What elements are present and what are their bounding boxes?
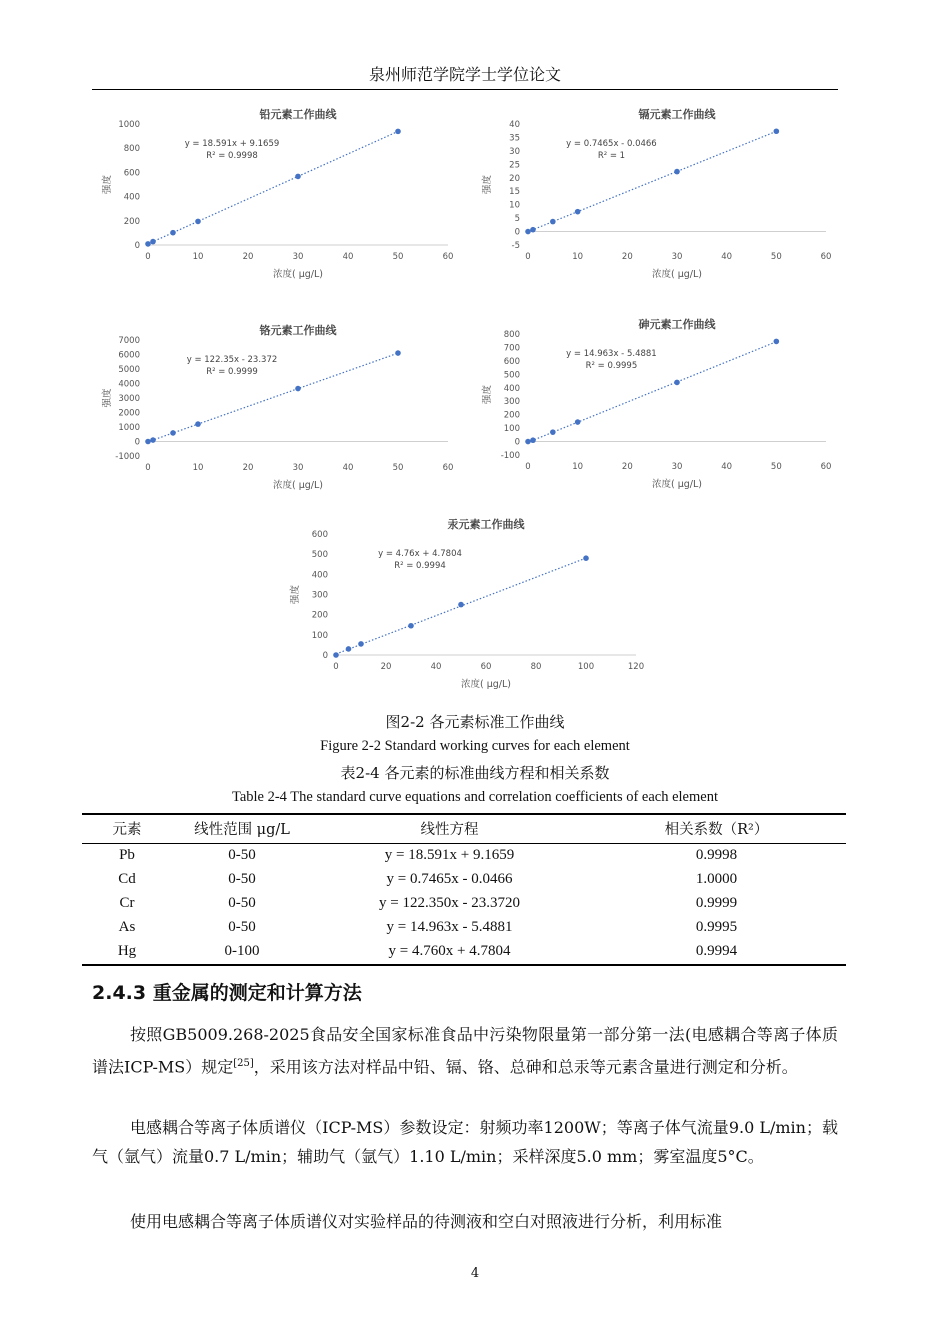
equation-label: y = 4.76x + 4.7804: [378, 549, 462, 559]
x-tick-label: 50: [770, 462, 782, 472]
table-row: [82, 868, 846, 892]
y-tick-label: 2000: [118, 408, 140, 419]
x-tick-label: 50: [392, 463, 404, 473]
paragraph-analysis: 使用电感耦合等离子体质谱仪对实验样品的待测液和空白对照液进行分析，利用标准: [130, 1212, 723, 1231]
chart-title: 汞元素工作曲线: [447, 518, 525, 531]
col-header-equation: 线性方程: [312, 814, 587, 844]
y-tick-label: 6000: [118, 350, 140, 361]
cell-element: Pb: [119, 846, 135, 863]
data-point: [150, 437, 156, 443]
cell-range: 0-100: [172, 940, 312, 965]
y-tick-label: 600: [123, 168, 140, 179]
data-point: [295, 174, 301, 180]
figure-caption-en: Figure 2-2 Standard working curves for each element: [320, 738, 630, 754]
data-point: [525, 229, 531, 235]
y-axis-label: 强度: [482, 174, 493, 195]
x-tick-label: 10: [192, 463, 204, 473]
y-tick-label: 200: [503, 410, 520, 421]
data-point: [395, 350, 401, 356]
y-tick-label: 100: [503, 424, 520, 435]
x-tick-label: 50: [392, 252, 404, 262]
x-tick-label: 30: [292, 463, 304, 473]
paragraph-parameters: 电感耦合等离子体质谱仪（ICP-MS）参数设定：射频功率1200W；等离子体气流量9.0 L/min；载气（氩气）流量0.7 L/min；辅助气（氩气）1.10 L/min；采样深度5.0 mm；雾室温度5°C。: [92, 1118, 838, 1166]
data-point: [408, 623, 414, 629]
cell-element: Hg: [82, 940, 172, 965]
table-header-row: [82, 814, 846, 844]
cell-r2: 0.9998: [695, 846, 738, 863]
x-tick-label: 30: [292, 252, 304, 262]
y-tick-label: 500: [311, 550, 328, 561]
r2-label: R² = 1: [597, 151, 626, 161]
equation-label: y = 14.963x - 5.4881: [566, 349, 657, 359]
chart-pb: [92, 102, 462, 287]
y-tick-label: 1000: [118, 423, 140, 433]
y-axis-label: 强度: [102, 174, 113, 195]
col-header-r2: 相关系数（R²）: [587, 814, 846, 844]
y-tick-label: 700: [503, 343, 520, 354]
x-tick-label: 20: [621, 462, 633, 472]
cell-range: 0-50: [228, 918, 256, 935]
x-tick-label: 60: [480, 662, 492, 672]
x-tick-label: 40: [430, 662, 442, 672]
data-point: [575, 209, 581, 215]
data-point: [145, 241, 151, 247]
y-tick-label: 500: [503, 370, 520, 381]
table-row: [82, 940, 846, 965]
x-axis-label: 浓度( μg/L): [272, 480, 324, 491]
y-tick-label: 5000: [118, 365, 140, 375]
y-tick-label: 400: [123, 192, 140, 203]
paragraph-text: 按照GB5009.268-2025食品安全国家标准食品中污染物限量第一部分第一法(电感耦合等离子体质谱法ICP-MS）规定: [92, 1025, 838, 1077]
cell-equation: y = 122.350x - 23.3720: [379, 894, 520, 911]
y-tick-label: 7000: [118, 336, 140, 346]
x-tick-label: 40: [342, 252, 354, 262]
x-tick-label: 20: [242, 252, 254, 262]
y-tick-label: 30: [509, 146, 520, 157]
y-tick-label: -100: [500, 451, 520, 461]
y-tick-label: 0: [322, 651, 328, 661]
y-axis-label: 强度: [102, 388, 113, 408]
equation-label: y = 122.35x - 23.372: [186, 355, 278, 365]
data-point: [195, 219, 201, 225]
paragraph-method: [92, 1020, 838, 1081]
data-point: [333, 652, 339, 658]
data-point: [774, 128, 780, 134]
chart-title: 镉元素工作曲线: [638, 108, 716, 121]
data-point: [358, 641, 364, 647]
col-header-range: 线性范围 μg/L: [172, 814, 312, 844]
y-tick-label: 40: [509, 120, 520, 130]
y-tick-label: 10: [509, 200, 520, 211]
cell-element: Cd: [118, 870, 136, 887]
y-tick-label: 1000: [118, 120, 140, 130]
y-tick-label: 200: [123, 216, 140, 227]
y-tick-label: 800: [123, 144, 140, 155]
data-point: [583, 555, 589, 561]
y-tick-label: 800: [503, 330, 520, 340]
cell-range: 0-50: [228, 846, 256, 863]
trendline: [148, 353, 398, 442]
data-point: [170, 430, 176, 436]
y-axis-label: 强度: [290, 584, 301, 605]
table-row: [82, 916, 846, 940]
x-tick-label: 10: [192, 252, 204, 262]
x-tick-label: 20: [380, 662, 392, 672]
y-tick-label: 300: [311, 590, 328, 601]
chart-hg: [280, 512, 650, 697]
y-tick-label: 3000: [118, 394, 140, 404]
chart-title: 砷元素工作曲线: [638, 318, 716, 331]
cell-equation: y = 14.963x - 5.4881: [386, 918, 513, 935]
x-tick-label: 10: [572, 252, 584, 262]
data-point: [458, 602, 464, 608]
data-point: [575, 419, 581, 425]
data-point: [195, 421, 201, 427]
x-tick-label: 0: [145, 252, 151, 262]
x-axis-label: 浓度( μg/L): [651, 479, 703, 490]
y-tick-label: 600: [311, 530, 328, 540]
x-tick-label: 0: [145, 463, 151, 473]
y-tick-label: 600: [503, 356, 520, 367]
y-tick-label: 0: [514, 227, 520, 238]
y-tick-label: 400: [311, 570, 328, 581]
section-heading: 2.4.3 重金属的测定和计算方法: [92, 982, 362, 1004]
r2-label: R² = 0.9994: [394, 561, 446, 571]
chart-cd: [472, 102, 840, 287]
r2-label: R² = 0.9998: [206, 151, 258, 161]
y-tick-label: 5: [514, 214, 520, 225]
y-tick-label: 25: [509, 160, 520, 171]
paragraph-text: ，采用该方法对样品中铅、镉、铬、总砷和总汞等元素含量进行测定和分析。: [253, 1057, 798, 1077]
y-tick-label: -5: [511, 241, 520, 251]
data-point: [346, 646, 352, 652]
figure-caption-cn: 图2-2 各元素标准工作曲线: [385, 713, 565, 731]
standard-curve-table: [82, 813, 846, 966]
x-tick-label: 80: [530, 662, 542, 672]
y-tick-label: 0: [134, 437, 140, 448]
data-point: [145, 439, 151, 445]
cell-r2: 0.9995: [695, 918, 738, 935]
x-tick-label: 10: [572, 462, 584, 472]
x-tick-label: 40: [721, 462, 733, 472]
running-header: 泉州师范学院学士学位论文: [92, 62, 838, 90]
y-tick-label: 0: [134, 241, 140, 251]
x-tick-label: 50: [770, 252, 782, 262]
r2-label: R² = 0.9995: [585, 361, 638, 371]
y-tick-label: 0: [514, 437, 520, 448]
y-tick-label: 35: [509, 133, 520, 144]
x-tick-label: 60: [442, 463, 454, 473]
data-point: [530, 227, 536, 233]
cell-range: 0-50: [228, 870, 256, 887]
x-tick-label: 60: [820, 462, 832, 472]
citation-ref: [25]: [233, 1058, 254, 1069]
x-tick-label: 0: [333, 662, 339, 672]
x-tick-label: 30: [671, 462, 683, 472]
table-row: [82, 892, 846, 916]
page-number: 4: [470, 1266, 480, 1281]
data-point: [170, 230, 176, 236]
y-tick-label: 200: [311, 610, 328, 621]
data-point: [295, 386, 301, 392]
cell-r2: 0.9994: [587, 940, 846, 965]
y-tick-label: 100: [311, 630, 328, 641]
x-tick-label: 120: [627, 662, 645, 672]
cell-r2: 1.0000: [695, 870, 738, 887]
r2-label: R² = 0.9999: [206, 367, 258, 377]
chart-as: [472, 312, 840, 497]
col-header-element: 元素: [82, 814, 172, 844]
chart-title: 铅元素工作曲线: [259, 108, 337, 121]
x-tick-label: 0: [525, 462, 531, 472]
x-tick-label: 30: [671, 252, 683, 262]
x-axis-label: 浓度( μg/L): [272, 269, 324, 280]
cell-equation: y = 4.760x + 4.7804: [312, 940, 587, 965]
cell-range: 0-50: [228, 894, 256, 911]
data-point: [150, 239, 156, 245]
y-tick-label: 4000: [118, 379, 140, 390]
y-tick-label: -1000: [115, 452, 140, 462]
table-caption-en: Table 2-4 The standard curve equations and correlation coefficients of each element: [231, 789, 718, 805]
data-point: [550, 219, 556, 225]
data-point: [530, 437, 536, 443]
chart-title: 铬元素工作曲线: [259, 324, 337, 337]
table-row: [82, 844, 846, 869]
data-point: [525, 439, 531, 445]
data-point: [550, 429, 556, 435]
data-point: [674, 169, 680, 175]
x-axis-label: 浓度( μg/L): [460, 679, 512, 690]
data-point: [774, 339, 780, 345]
cell-element: Cr: [119, 894, 135, 911]
x-tick-label: 60: [820, 252, 832, 262]
x-tick-label: 0: [525, 252, 531, 262]
y-tick-label: 400: [503, 383, 520, 394]
y-tick-label: 20: [509, 173, 520, 184]
y-axis-label: 强度: [482, 384, 493, 405]
chart-cr: [92, 318, 462, 498]
data-point: [674, 380, 680, 386]
y-tick-label: 300: [503, 397, 520, 408]
x-axis-label: 浓度( μg/L): [651, 269, 703, 280]
y-tick-label: 15: [509, 187, 520, 198]
cell-equation: y = 18.591x + 9.1659: [384, 846, 515, 863]
x-tick-label: 20: [242, 463, 254, 473]
data-point: [395, 129, 401, 135]
cell-r2: 0.9999: [695, 894, 738, 911]
cell-equation: y = 0.7465x - 0.0466: [386, 870, 513, 887]
equation-label: y = 18.591x + 9.1659: [184, 139, 280, 149]
table-caption-cn: 表2-4 各元素的标准曲线方程和相关系数: [340, 764, 610, 782]
x-tick-label: 100: [577, 662, 595, 672]
x-tick-label: 60: [442, 252, 454, 262]
equation-label: y = 0.7465x - 0.0466: [566, 139, 657, 149]
x-tick-label: 40: [342, 463, 354, 473]
cell-element: As: [118, 918, 136, 935]
x-tick-label: 40: [721, 252, 733, 262]
x-tick-label: 20: [621, 252, 633, 262]
